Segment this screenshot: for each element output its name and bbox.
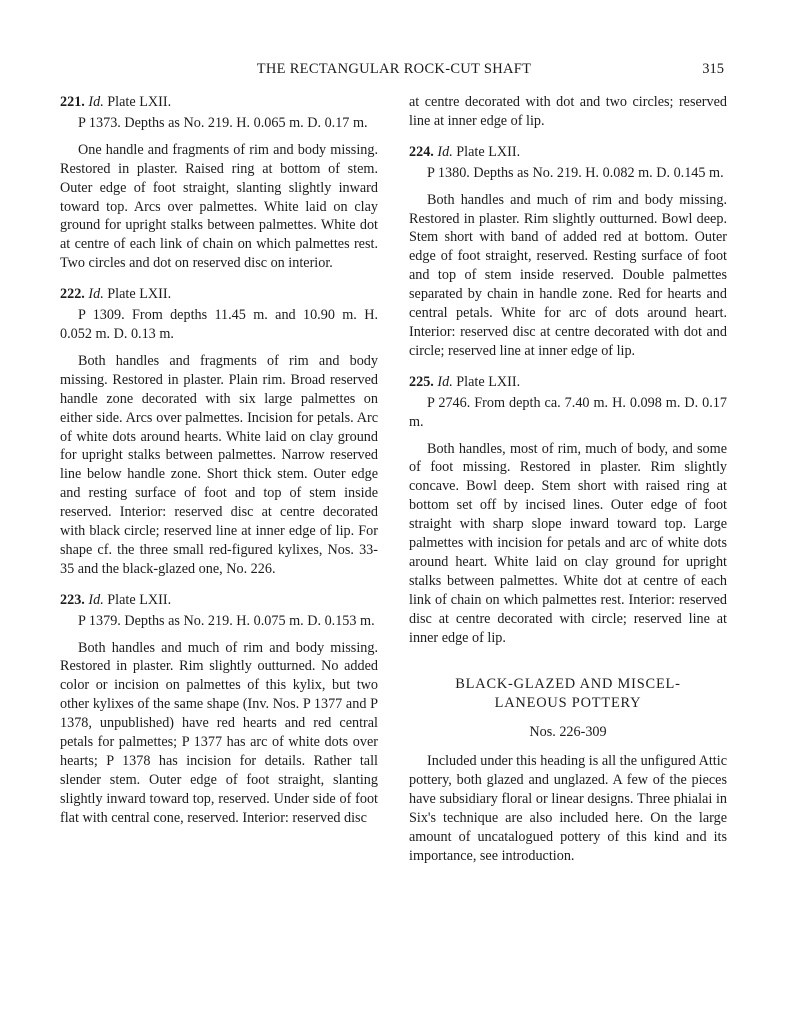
entry-description: Both handles, most of rim, much of body, and some of foot missing. Restored in plaster. Rim slightly concave. Bowl deep. Stem short with raised ring at bottom set off by incised lines. Outer edge of foot straight with sharp slope inward toward top. Large palmettes with incision for petals and arc of white dots around heart. White laid on clay ground for upright stalks between palmettes. White dot at centre of each link of chain on which palmettes rest. Interior: reserved disc at centre decorated with circle; reserved line at inner edge of lip.	[409, 440, 727, 646]
entry-number: 222.	[60, 286, 85, 303]
entry-heading	[409, 143, 727, 162]
entry-heading	[60, 285, 378, 304]
running-title: THE RECTANGULAR ROCK-CUT SHAFT	[256, 61, 532, 77]
section-black-glazed	[409, 675, 727, 865]
entry-plate: Plate LXII.	[107, 94, 172, 110]
section-range: Nos. 226-309	[529, 724, 607, 741]
catalogue-entry-221	[60, 93, 378, 273]
section-title	[409, 675, 727, 713]
entry-id: Id.	[437, 373, 453, 390]
entry-plate: Plate LXII.	[456, 373, 521, 390]
right-column	[409, 93, 727, 866]
entry-description: One handle and fragments of rim and body missing. Restored in plaster. Raised ring at bottom of stem. Outer edge of foot straight, slanting slightly inward toward top. Arcs over palmettes. White laid on clay ground for upright stalks between palmettes. White dot at centre of each link of chain on which palmettes rest. Two circles and dot on reserved disc on interior.	[60, 141, 378, 272]
entry-meta: P 2746. From depth ca. 7.40 m. H. 0.098 m. D. 0.17 m.	[409, 394, 727, 430]
entry-id: Id.	[88, 286, 104, 303]
entry-heading	[60, 93, 378, 112]
entry-meta: P 1373. Depths as No. 219. H. 0.065 m. D. 0.17 m.	[78, 114, 368, 131]
running-header	[60, 60, 728, 80]
entry-plate: Plate LXII.	[107, 591, 172, 608]
catalogue-entry-223	[60, 591, 378, 828]
entry-number: 224.	[409, 143, 434, 160]
catalogue-entry-225	[409, 373, 727, 648]
entry-number: 221.	[60, 94, 85, 110]
section-title-line-1: BLACK-GLAZED AND MISCEL-	[455, 676, 681, 693]
entry-description: Both handles and fragments of rim and body missing. Restored in plaster. Plain rim. Broad reserved handle zone decorated with six large palmettes on either side. Arcs over palmettes. Incision for petals. Arc of white dots around hearts. White laid on clay ground for upright stalks between palmettes. Narrow reserved line below handle zone. Short thick stem. Outer edge and resting surface of foot and top of stem inside reserved. Interior: reserved disc at centre decorated with black circle; reserved line at inner edge of lip. For shape cf. the three small red-figured kylixes, Nos. 33-35 and the black-glazed one, No. 226.	[60, 352, 378, 577]
section-intro: Included under this heading is all the unfigured Attic pottery, both glazed and unglazed. A few of the pieces have subsidiary floral or linear designs. Three phialai in Six's technique are also included here. On the large amount of uncatalogued pottery of this kind and its importance, see introduction.	[409, 753, 727, 864]
section-title-line-2: LANEOUS POTTERY	[494, 695, 642, 712]
left-column	[60, 93, 378, 828]
entry-description: Both handles and much of rim and body missing. Restored in plaster. Rim slightly outturned. No added color or incision on palmettes of this kylix, but two other kylixes of the same shape (Inv. Nos. P 1377 and P 1378, unpublished) have red hearts and red central petals for palmettes; P 1377 has arc of white dots over hearts; P 1378 has incision for details. Rather tall slender stem. Outer edge of foot straight, slanting slightly inward toward top, reserved. Under side of foot flat with central cone, reserved. Interior: reserved disc	[60, 639, 378, 826]
entry-number: 223.	[60, 591, 85, 608]
entry-description-continued: at centre decorated with dot and two circles; reserved line at inner edge of lip.	[409, 94, 727, 129]
entry-id: Id.	[88, 94, 104, 110]
page-number: 315	[702, 61, 724, 77]
entry-plate: Plate LXII.	[107, 286, 172, 303]
entry-description: Both handles and much of rim and body missing. Restored in plaster. Rim slightly outturned. Bowl deep. Stem short with band of added red at bottom. Outer edge of foot straight, reserved. Resting surface of foot and top of stem inside reserved. Double palmettes separated by chain in handle zone. Red for hearts and central petals. White for arc of dots around heart. Interior: reserved disc at centre decorated with dot and circle; reserved line at inner edge of lip.	[409, 191, 727, 359]
entry-plate: Plate LXII.	[456, 143, 521, 160]
entry-meta: P 1379. Depths as No. 219. H. 0.075 m. D. 0.153 m.	[78, 612, 375, 629]
entry-meta: P 1380. Depths as No. 219. H. 0.082 m. D. 0.145 m.	[427, 164, 724, 181]
entry-id: Id.	[437, 143, 453, 160]
entry-id: Id.	[88, 591, 104, 608]
entry-number: 225.	[409, 373, 434, 390]
entry-heading	[60, 591, 378, 610]
entry-meta: P 1309. From depths 11.45 m. and 10.90 m. H. 0.052 m. D. 0.13 m.	[60, 307, 378, 342]
catalogue-entry-224	[409, 143, 727, 361]
entry-heading	[409, 373, 727, 392]
catalogue-entry-222	[60, 285, 378, 579]
